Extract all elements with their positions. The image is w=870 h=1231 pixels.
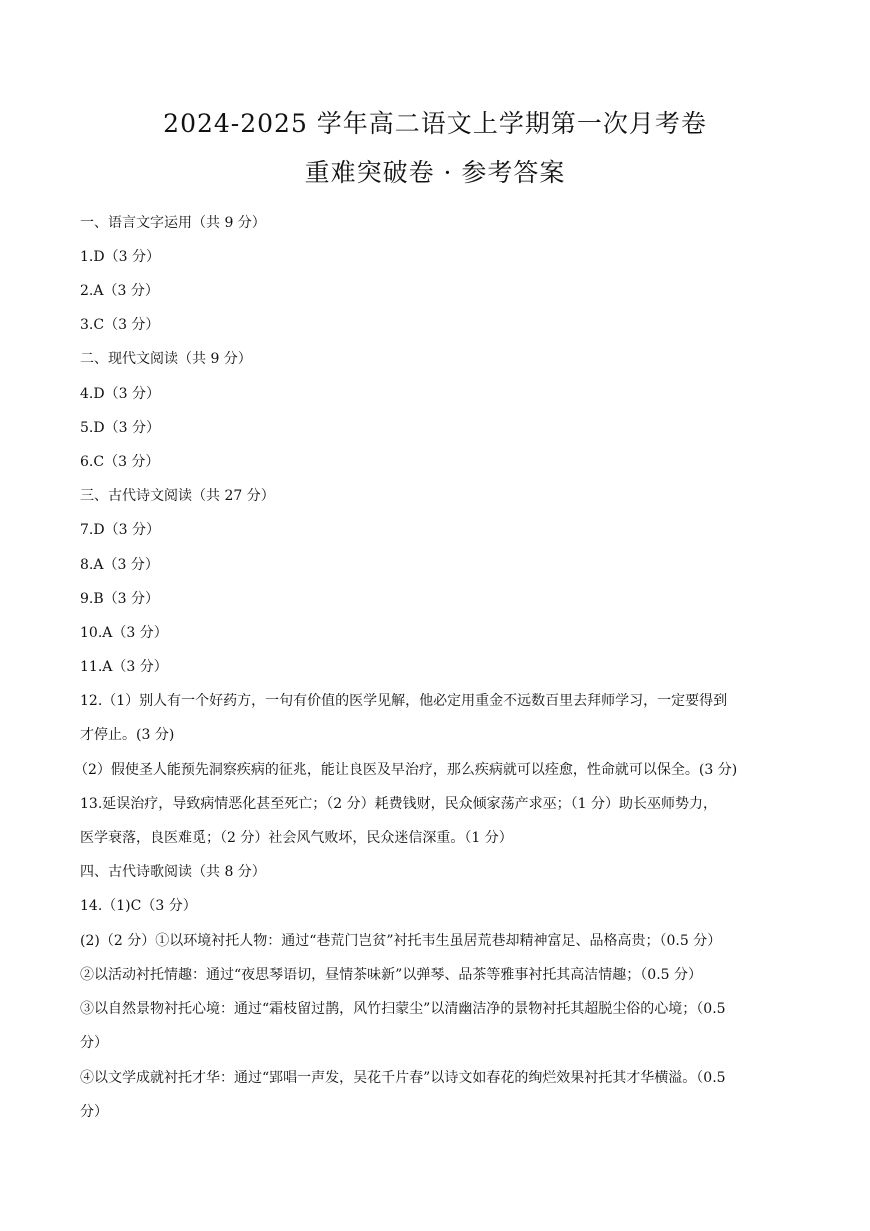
answer-line: 11.A（3 分） bbox=[80, 659, 168, 675]
answer-line: 9.B（3 分） bbox=[80, 591, 160, 607]
answer-line: 2.A（3 分） bbox=[80, 283, 159, 299]
answer-line: 8.A（3 分） bbox=[80, 557, 159, 573]
answer-line: 10.A（3 分） bbox=[80, 625, 168, 641]
answer-line: 4.D（3 分） bbox=[80, 386, 160, 402]
answer-line: 12.（1）别人有一个好药方，一句有价值的医学见解，他必定用重金不远数百里去拜师学习，一定要得到 bbox=[80, 693, 728, 709]
answer-line: 6.C（3 分） bbox=[80, 454, 160, 470]
answer-line: ③以自然景物衬托心境：通过“霜枝留过鹊，风竹扫蒙尘”以清幽洁净的景物衬托其超脱尘俗的心境；（0.5 bbox=[80, 1001, 726, 1017]
section-heading-3: 三、古代诗文阅读（共 27 分） bbox=[80, 488, 275, 504]
section-heading-1: 一、语言文字运用（共 9 分） bbox=[80, 215, 266, 231]
answer-line: 分） bbox=[80, 1104, 108, 1120]
answer-line: 医学衰落，良医难觅；（2 分）社会风气败坏，民众迷信深重。（1 分） bbox=[80, 830, 513, 846]
page-title: 2024-2025 学年高二语文上学期第一次月考卷 bbox=[163, 109, 707, 138]
answer-line: 才停止。(3 分) bbox=[80, 727, 175, 743]
section-heading-2: 二、现代文阅读（共 9 分） bbox=[80, 351, 252, 367]
section-heading-4: 四、古代诗歌阅读（共 8 分） bbox=[80, 864, 266, 880]
answer-line: (2)（2 分）①以环境衬托人物：通过“巷荒门岂贫”衬托韦生虽居荒巷却精神富足、品格高贵；（0.5 分） bbox=[80, 933, 722, 949]
answer-line: 分） bbox=[80, 1035, 108, 1051]
answer-line: 7.D（3 分） bbox=[80, 522, 160, 538]
answer-line: 13.延误治疗，导致病情恶化甚至死亡；（2 分）耗费钱财，民众倾家荡产求巫；（1 分）助长巫师势力， bbox=[80, 796, 717, 812]
answer-line: ②以活动衬托情趣：通过“夜思琴语切，昼情茶味新”以弹琴、品茶等雅事衬托其高洁情趣；（0.5 分） bbox=[80, 967, 703, 983]
answer-line: 1.D（3 分） bbox=[80, 249, 160, 265]
answer-line: 14.（1)C（3 分） bbox=[80, 898, 197, 914]
answer-line: ④以文学成就衬托才华：通过“郢唱一声发，吴花千片春”以诗文如春花的绚烂效果衬托其才华横溢。（0.5 bbox=[80, 1070, 726, 1086]
answer-line: 3.C（3 分） bbox=[80, 317, 160, 333]
answer-line: 5.D（3 分） bbox=[80, 420, 160, 436]
page-subtitle: 重难突破卷 · 参考答案 bbox=[304, 158, 566, 187]
answer-line: （2）假使圣人能预先洞察疾病的征兆，能让良医及早治疗，那么疾病就可以痊愈，性命就可以保全。(3 分) bbox=[74, 762, 738, 778]
